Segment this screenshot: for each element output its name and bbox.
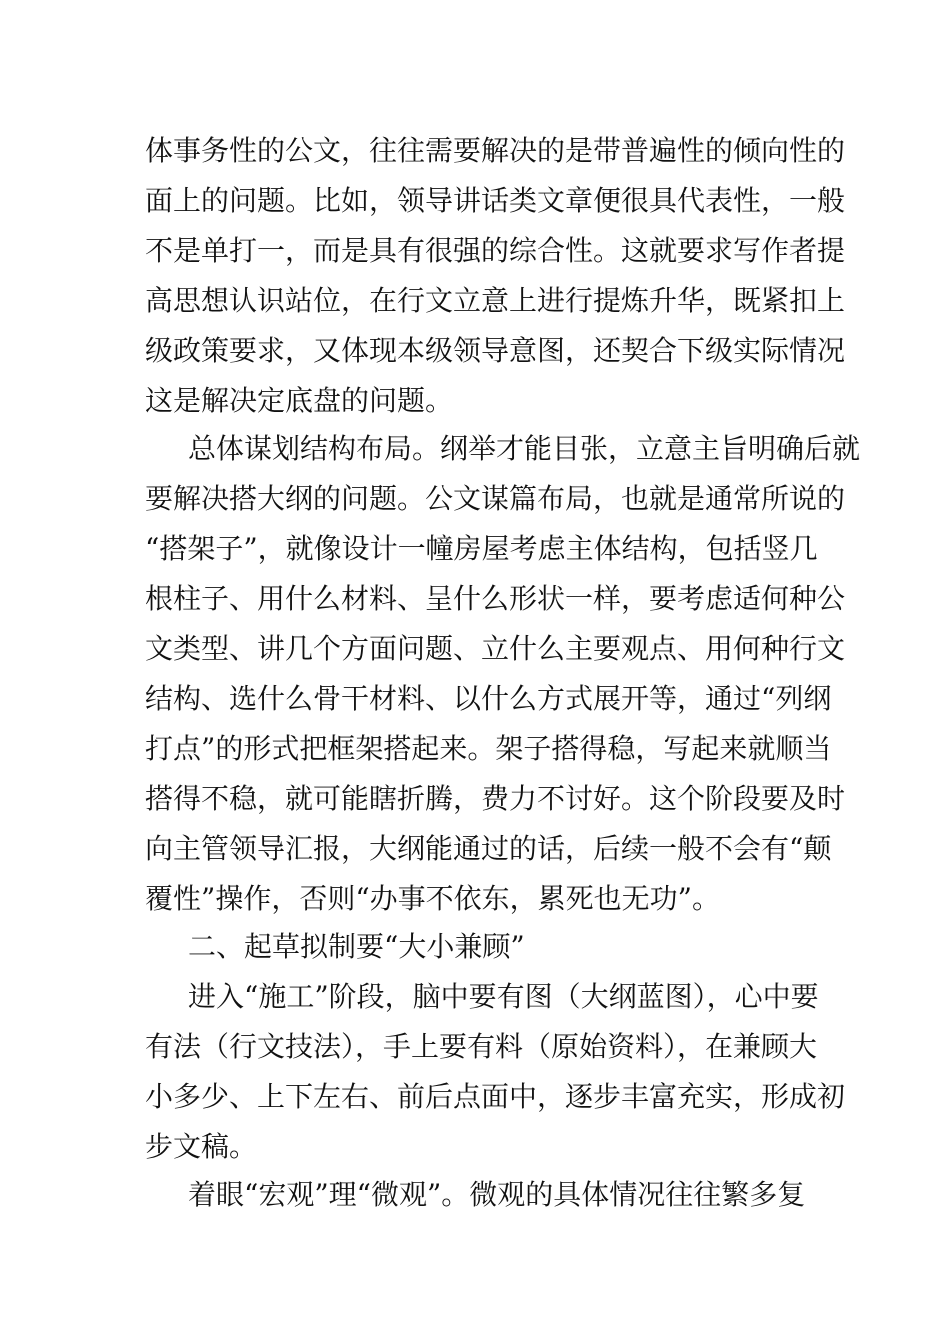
text-line: 级政策要求，又体现本级领导意图，还契合下级实际情况 (145, 334, 846, 367)
text-line: 步文稿。 (145, 1130, 258, 1163)
paragraph-first-line: 总体谋划结构布局。纲举才能目张，立意主旨明确后就 (188, 432, 861, 465)
paragraph-first-line: 着眼“宏观”理“微观”。微观的具体情况往往繁多复 (188, 1178, 806, 1211)
section-heading: 二、起草拟制要“大小兼顾” (188, 930, 525, 963)
text-line: 覆性”操作，否则“办事不依东，累死也无功”。 (145, 882, 720, 915)
text-line: 打点”的形式把框架搭起来。架子搭得稳，写起来就顺当 (145, 732, 832, 765)
text-line: 这是解决定底盘的问题。 (145, 384, 454, 417)
text-line: 结构、选什么骨干材料、以什么方式展开等，通过“列纲 (145, 682, 832, 715)
text-line: 不是单打一，而是具有很强的综合性。这就要求写作者提 (145, 234, 846, 267)
text-line: 高思想认识站位，在行文立意上进行提炼升华，既紧扣上 (145, 284, 846, 317)
text-line: 面上的问题。比如，领导讲话类文章便很具代表性，一般 (145, 184, 846, 217)
text-line: 体事务性的公文，往往需要解决的是带普遍性的倾向性的 (145, 134, 846, 167)
text-line: 有法（行文技法），手上要有料（原始资料），在兼顾大 (145, 1030, 818, 1063)
text-line: 根柱子、用什么材料、呈什么形状一样，要考虑适何种公 (145, 582, 846, 615)
text-line: 搭得不稳，就可能瞎折腾，费力不讨好。这个阶段要及时 (145, 782, 846, 815)
paragraph-first-line: 进入“施工”阶段，脑中要有图（大纲蓝图），心中要 (188, 980, 819, 1013)
text-line: 小多少、上下左右、前后点面中，逐步丰富充实，形成初 (145, 1080, 846, 1113)
text-line: 文类型、讲几个方面问题、立什么主要观点、用何种行文 (145, 632, 846, 665)
text-line: “搭架子”，就像设计一幢房屋考虑主体结构，包括竖几 (145, 532, 818, 565)
text-line: 要解决搭大纲的问题。公文谋篇布局，也就是通常所说的 (145, 482, 846, 515)
text-line: 向主管领导汇报，大纲能通过的话，后续一般不会有“颠 (145, 832, 832, 865)
